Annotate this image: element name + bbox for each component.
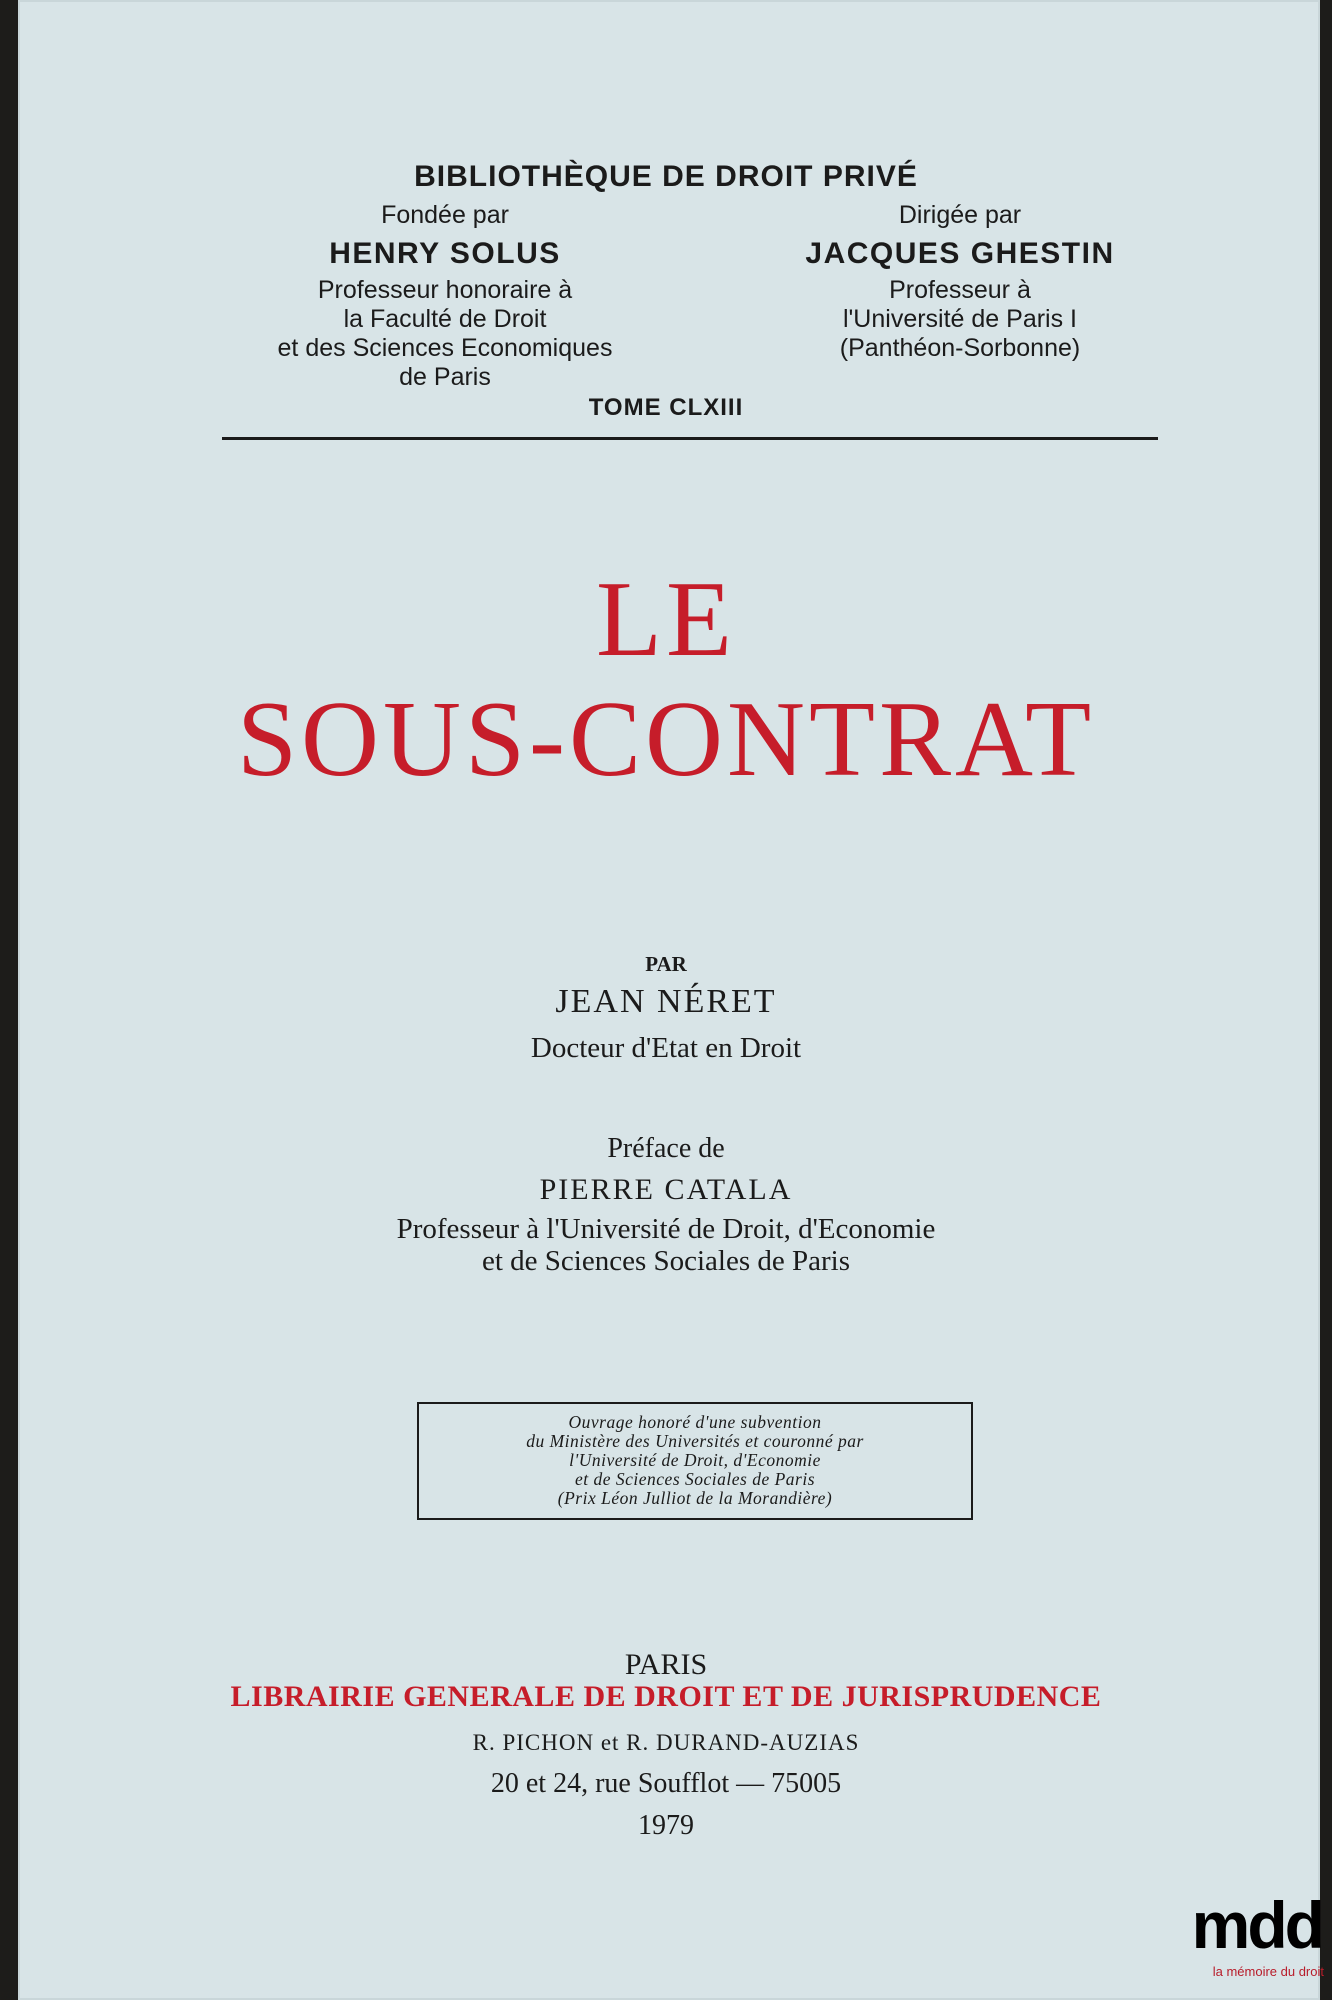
director-column [760, 200, 1160, 363]
founder-line: Professeur honoraire à [317, 276, 573, 304]
preface-author-name: PIERRE CATALA [539, 1173, 793, 1206]
publisher-address: 20 et 24, rue Soufflot — 75005 [490, 1768, 842, 1799]
preface-label: Préface de [607, 1133, 725, 1164]
founder-line: de Paris [399, 363, 491, 391]
award-line: Ouvrage honoré d'une subvention [568, 1412, 822, 1432]
founder-line: la Faculté de Droit [343, 305, 547, 333]
director-line: l'Université de Paris I [842, 305, 1078, 333]
director-line: Professeur à [889, 276, 1031, 304]
publication-year: 1979 [638, 1810, 694, 1841]
award-line: (Prix Léon Julliot de la Morandière) [557, 1488, 833, 1508]
director-name: JACQUES GHESTIN [805, 237, 1115, 270]
award-line: l'Université de Droit, d'Economie [569, 1450, 821, 1470]
mdd-logo [1180, 1890, 1330, 2000]
director-role: Dirigée par [898, 201, 1022, 229]
founder-line: et des Sciences Economiques [277, 334, 613, 362]
director-line: (Panthéon-Sorbonne) [839, 334, 1081, 362]
preface-author-title: et de Sciences Sociales de Paris [481, 1245, 851, 1277]
award-line: et de Sciences Sociales de Paris [574, 1469, 816, 1489]
author-name: JEAN NÉRET [555, 983, 777, 1020]
publisher-owners: R. PICHON et R. DURAND-AUZIAS [472, 1730, 860, 1755]
logo-caption: la mémoire du droit [1212, 1964, 1324, 1979]
series-title: BIBLIOTHÈQUE DE DROIT PRIVÉ [414, 160, 918, 193]
author-title: Docteur d'Etat en Droit [530, 1032, 802, 1064]
founder-role: Fondée par [381, 201, 509, 229]
logo-letters: mdd [1191, 1888, 1322, 1962]
publisher-city: PARIS [624, 1648, 708, 1681]
book-title-line-1: LE [596, 560, 736, 679]
book-title-line-2: SOUS-CONTRAT [236, 680, 1096, 799]
by-label: PAR [645, 952, 687, 976]
preface-author-title: Professeur à l'Université de Droit, d'Economie [396, 1213, 936, 1245]
award-notice-box [417, 1402, 973, 1520]
header-divider [222, 437, 1158, 440]
founder-column [260, 200, 630, 392]
founder-name: HENRY SOLUS [329, 237, 561, 270]
publisher-name: LIBRAIRIE GENERALE DE DROIT ET DE JURISPRUDENCE [230, 1680, 1102, 1713]
award-line: du Ministère des Universités et couronné par [526, 1431, 864, 1451]
tome-number: TOME CLXIII [588, 394, 744, 421]
